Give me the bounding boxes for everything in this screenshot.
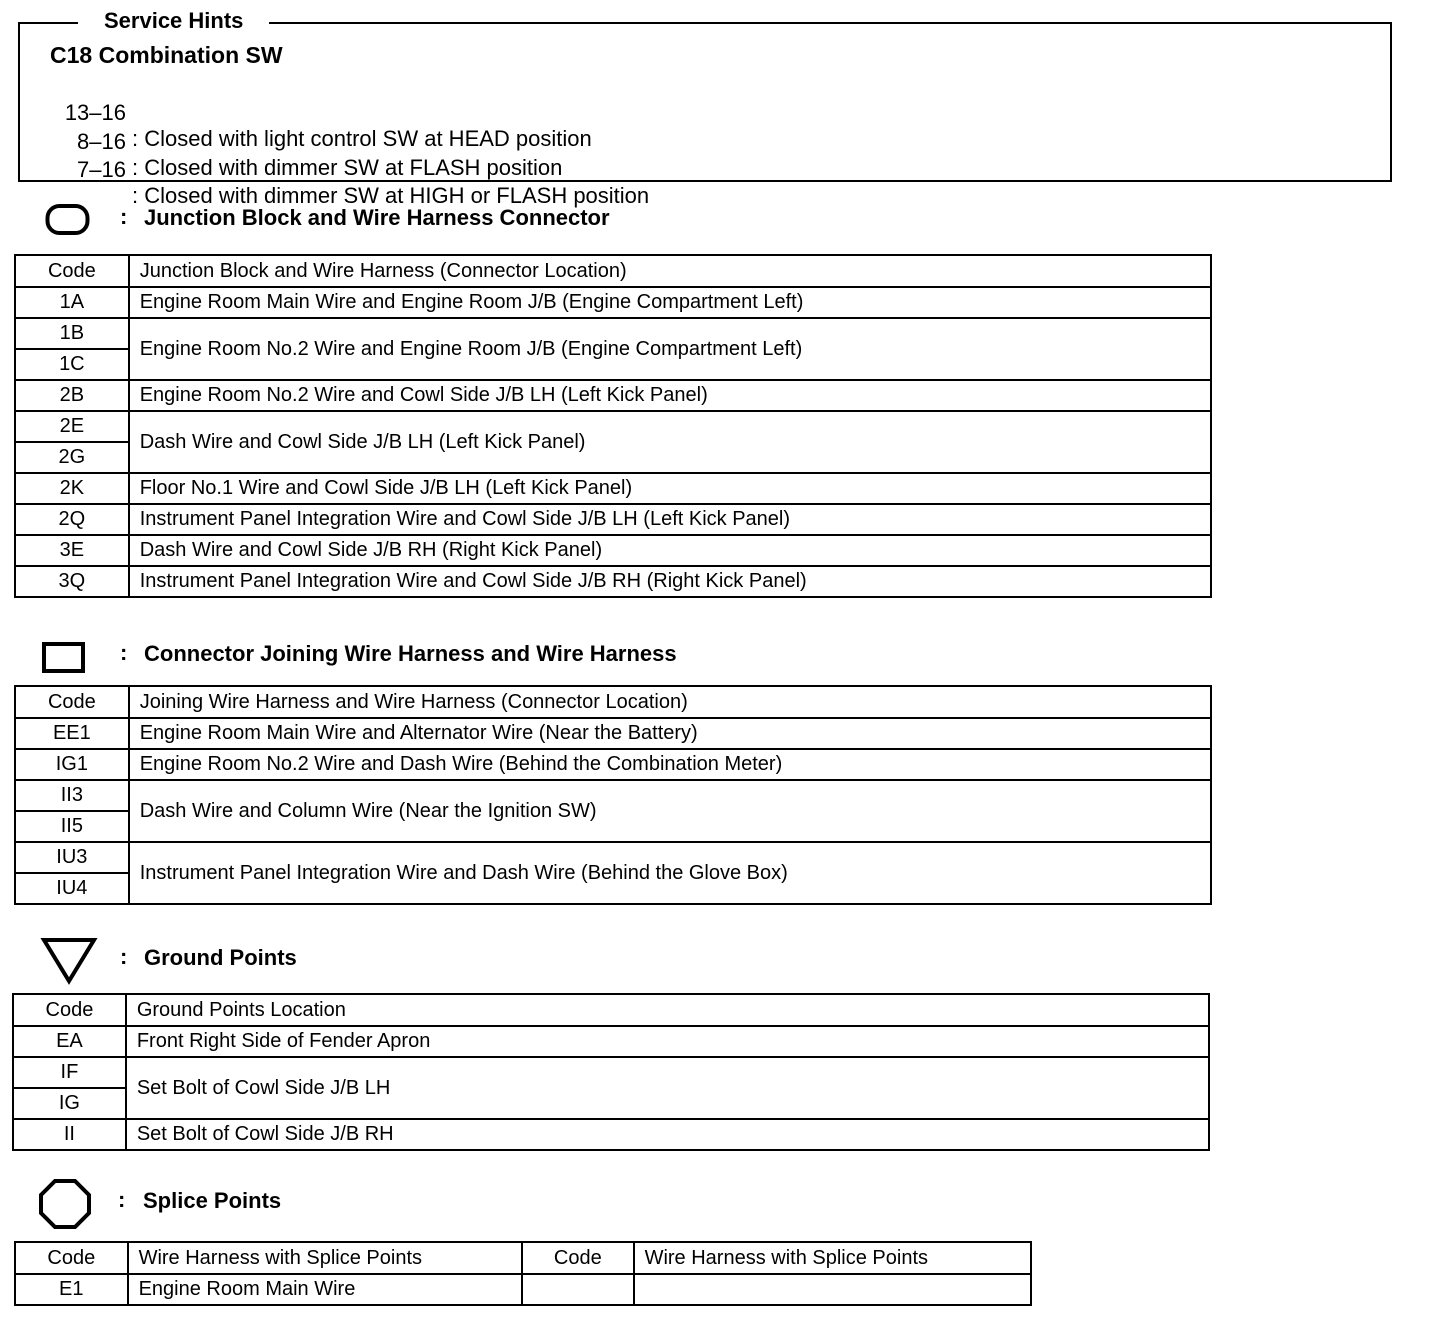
table-row	[13, 1026, 1209, 1057]
splice-table	[14, 1241, 1032, 1306]
table-row	[15, 535, 1211, 566]
code-cell: IG	[13, 1088, 126, 1119]
table-header-row	[13, 994, 1209, 1026]
code-cell: IU3	[15, 842, 129, 873]
table-row	[15, 318, 1211, 349]
connector-section-title: Connector Joining Wire Harness and Wire Harness	[144, 641, 677, 666]
desc-cell: Engine Room No.2 Wire and Engine Room J/B (Engine Compartment Left)	[129, 318, 1211, 380]
splice-colon: :	[118, 1187, 126, 1212]
header-code: Code	[13, 994, 126, 1026]
desc-cell: Engine Room Main Wire and Engine Room J/B (Engine Compartment Left)	[129, 287, 1211, 318]
triangle-down-icon	[40, 936, 98, 986]
hint-pins: 7–16	[77, 157, 126, 182]
header-code: Code	[15, 1242, 128, 1274]
header-desc: Wire Harness with Splice Points	[128, 1242, 522, 1274]
junction-section-title: Junction Block and Wire Harness Connector	[144, 205, 610, 230]
code-cell: 3E	[15, 535, 129, 566]
table-row	[15, 287, 1211, 318]
octagon-icon	[38, 1178, 92, 1230]
table-row	[13, 1119, 1209, 1150]
desc-cell: Instrument Panel Integration Wire and Cowl Side J/B RH (Right Kick Panel)	[129, 566, 1211, 597]
hint-pins: 8–16	[77, 129, 126, 154]
desc-cell: Floor No.1 Wire and Cowl Side J/B LH (Left Kick Panel)	[129, 473, 1211, 504]
hint-text: : Closed with dimmer SW at FLASH position	[132, 155, 563, 180]
square-icon	[41, 641, 87, 675]
desc-cell	[634, 1274, 1031, 1305]
component-name: C18 Combination SW	[50, 42, 283, 68]
table-row	[15, 473, 1211, 504]
desc-cell: Instrument Panel Integration Wire and Dash Wire (Behind the Glove Box)	[129, 842, 1211, 904]
table-row	[15, 749, 1211, 780]
junction-table	[14, 254, 1212, 598]
header-desc: Junction Block and Wire Harness (Connector Location)	[129, 255, 1211, 287]
header-desc: Wire Harness with Splice Points	[634, 1242, 1031, 1274]
code-cell: 3Q	[15, 566, 129, 597]
table-row	[15, 842, 1211, 873]
code-cell: 2B	[15, 380, 129, 411]
code-cell: II	[13, 1119, 126, 1150]
header-code: Code	[15, 686, 129, 718]
table-header-row	[15, 1242, 1031, 1274]
table-row	[15, 718, 1211, 749]
table-row	[15, 411, 1211, 442]
connector-colon: :	[120, 640, 128, 665]
hint-pins: 13–16	[64, 100, 126, 125]
ground-section-title: Ground Points	[144, 945, 297, 970]
code-cell: 2G	[15, 442, 129, 473]
code-cell: 2K	[15, 473, 129, 504]
junction-colon: :	[120, 204, 128, 229]
ground-table	[12, 993, 1210, 1151]
code-cell: 1C	[15, 349, 129, 380]
code-cell: EE1	[15, 718, 129, 749]
code-cell: E1	[15, 1274, 128, 1305]
code-cell: II5	[15, 811, 129, 842]
table-row	[15, 780, 1211, 811]
desc-cell: Dash Wire and Cowl Side J/B LH (Left Kick Panel)	[129, 411, 1211, 473]
table-header-row	[15, 255, 1211, 287]
hint-text: : Closed with dimmer SW at HIGH or FLASH position	[132, 183, 650, 208]
code-cell	[522, 1274, 634, 1305]
code-cell: 1A	[15, 287, 129, 318]
desc-cell: Dash Wire and Column Wire (Near the Ignition SW)	[129, 780, 1211, 842]
splice-section-title: Splice Points	[143, 1188, 282, 1213]
code-cell: IU4	[15, 873, 129, 904]
desc-cell: Engine Room Main Wire	[128, 1274, 522, 1305]
header-code: Code	[522, 1242, 634, 1274]
desc-cell: Engine Room No.2 Wire and Cowl Side J/B LH (Left Kick Panel)	[129, 380, 1211, 411]
ground-colon: :	[120, 944, 128, 969]
code-cell: 2Q	[15, 504, 129, 535]
code-cell: II3	[15, 780, 129, 811]
table-header-row	[15, 686, 1211, 718]
table-row	[15, 504, 1211, 535]
service-hints-title: Service Hints	[78, 7, 269, 35]
table-row	[15, 1274, 1031, 1305]
code-cell: IG1	[15, 749, 129, 780]
rounded-rect-icon	[45, 203, 91, 235]
desc-cell: Front Right Side of Fender Apron	[126, 1026, 1209, 1057]
code-cell: 2E	[15, 411, 129, 442]
header-code: Code	[15, 255, 129, 287]
table-row	[13, 1057, 1209, 1088]
desc-cell: Dash Wire and Cowl Side J/B RH (Right Kick Panel)	[129, 535, 1211, 566]
desc-cell: Set Bolt of Cowl Side J/B RH	[126, 1119, 1209, 1150]
desc-cell: Engine Room No.2 Wire and Dash Wire (Behind the Combination Meter)	[129, 749, 1211, 780]
hint-text: : Closed with light control SW at HEAD position	[132, 126, 592, 151]
header-desc: Joining Wire Harness and Wire Harness (Connector Location)	[129, 686, 1211, 718]
desc-cell: Set Bolt of Cowl Side J/B LH	[126, 1057, 1209, 1119]
desc-cell: Instrument Panel Integration Wire and Cowl Side J/B LH (Left Kick Panel)	[129, 504, 1211, 535]
header-desc: Ground Points Location	[126, 994, 1209, 1026]
code-cell: EA	[13, 1026, 126, 1057]
code-cell: IF	[13, 1057, 126, 1088]
table-row	[15, 566, 1211, 597]
table-row	[15, 380, 1211, 411]
code-cell: 1B	[15, 318, 129, 349]
desc-cell: Engine Room Main Wire and Alternator Wire (Near the Battery)	[129, 718, 1211, 749]
connector-table	[14, 685, 1212, 905]
